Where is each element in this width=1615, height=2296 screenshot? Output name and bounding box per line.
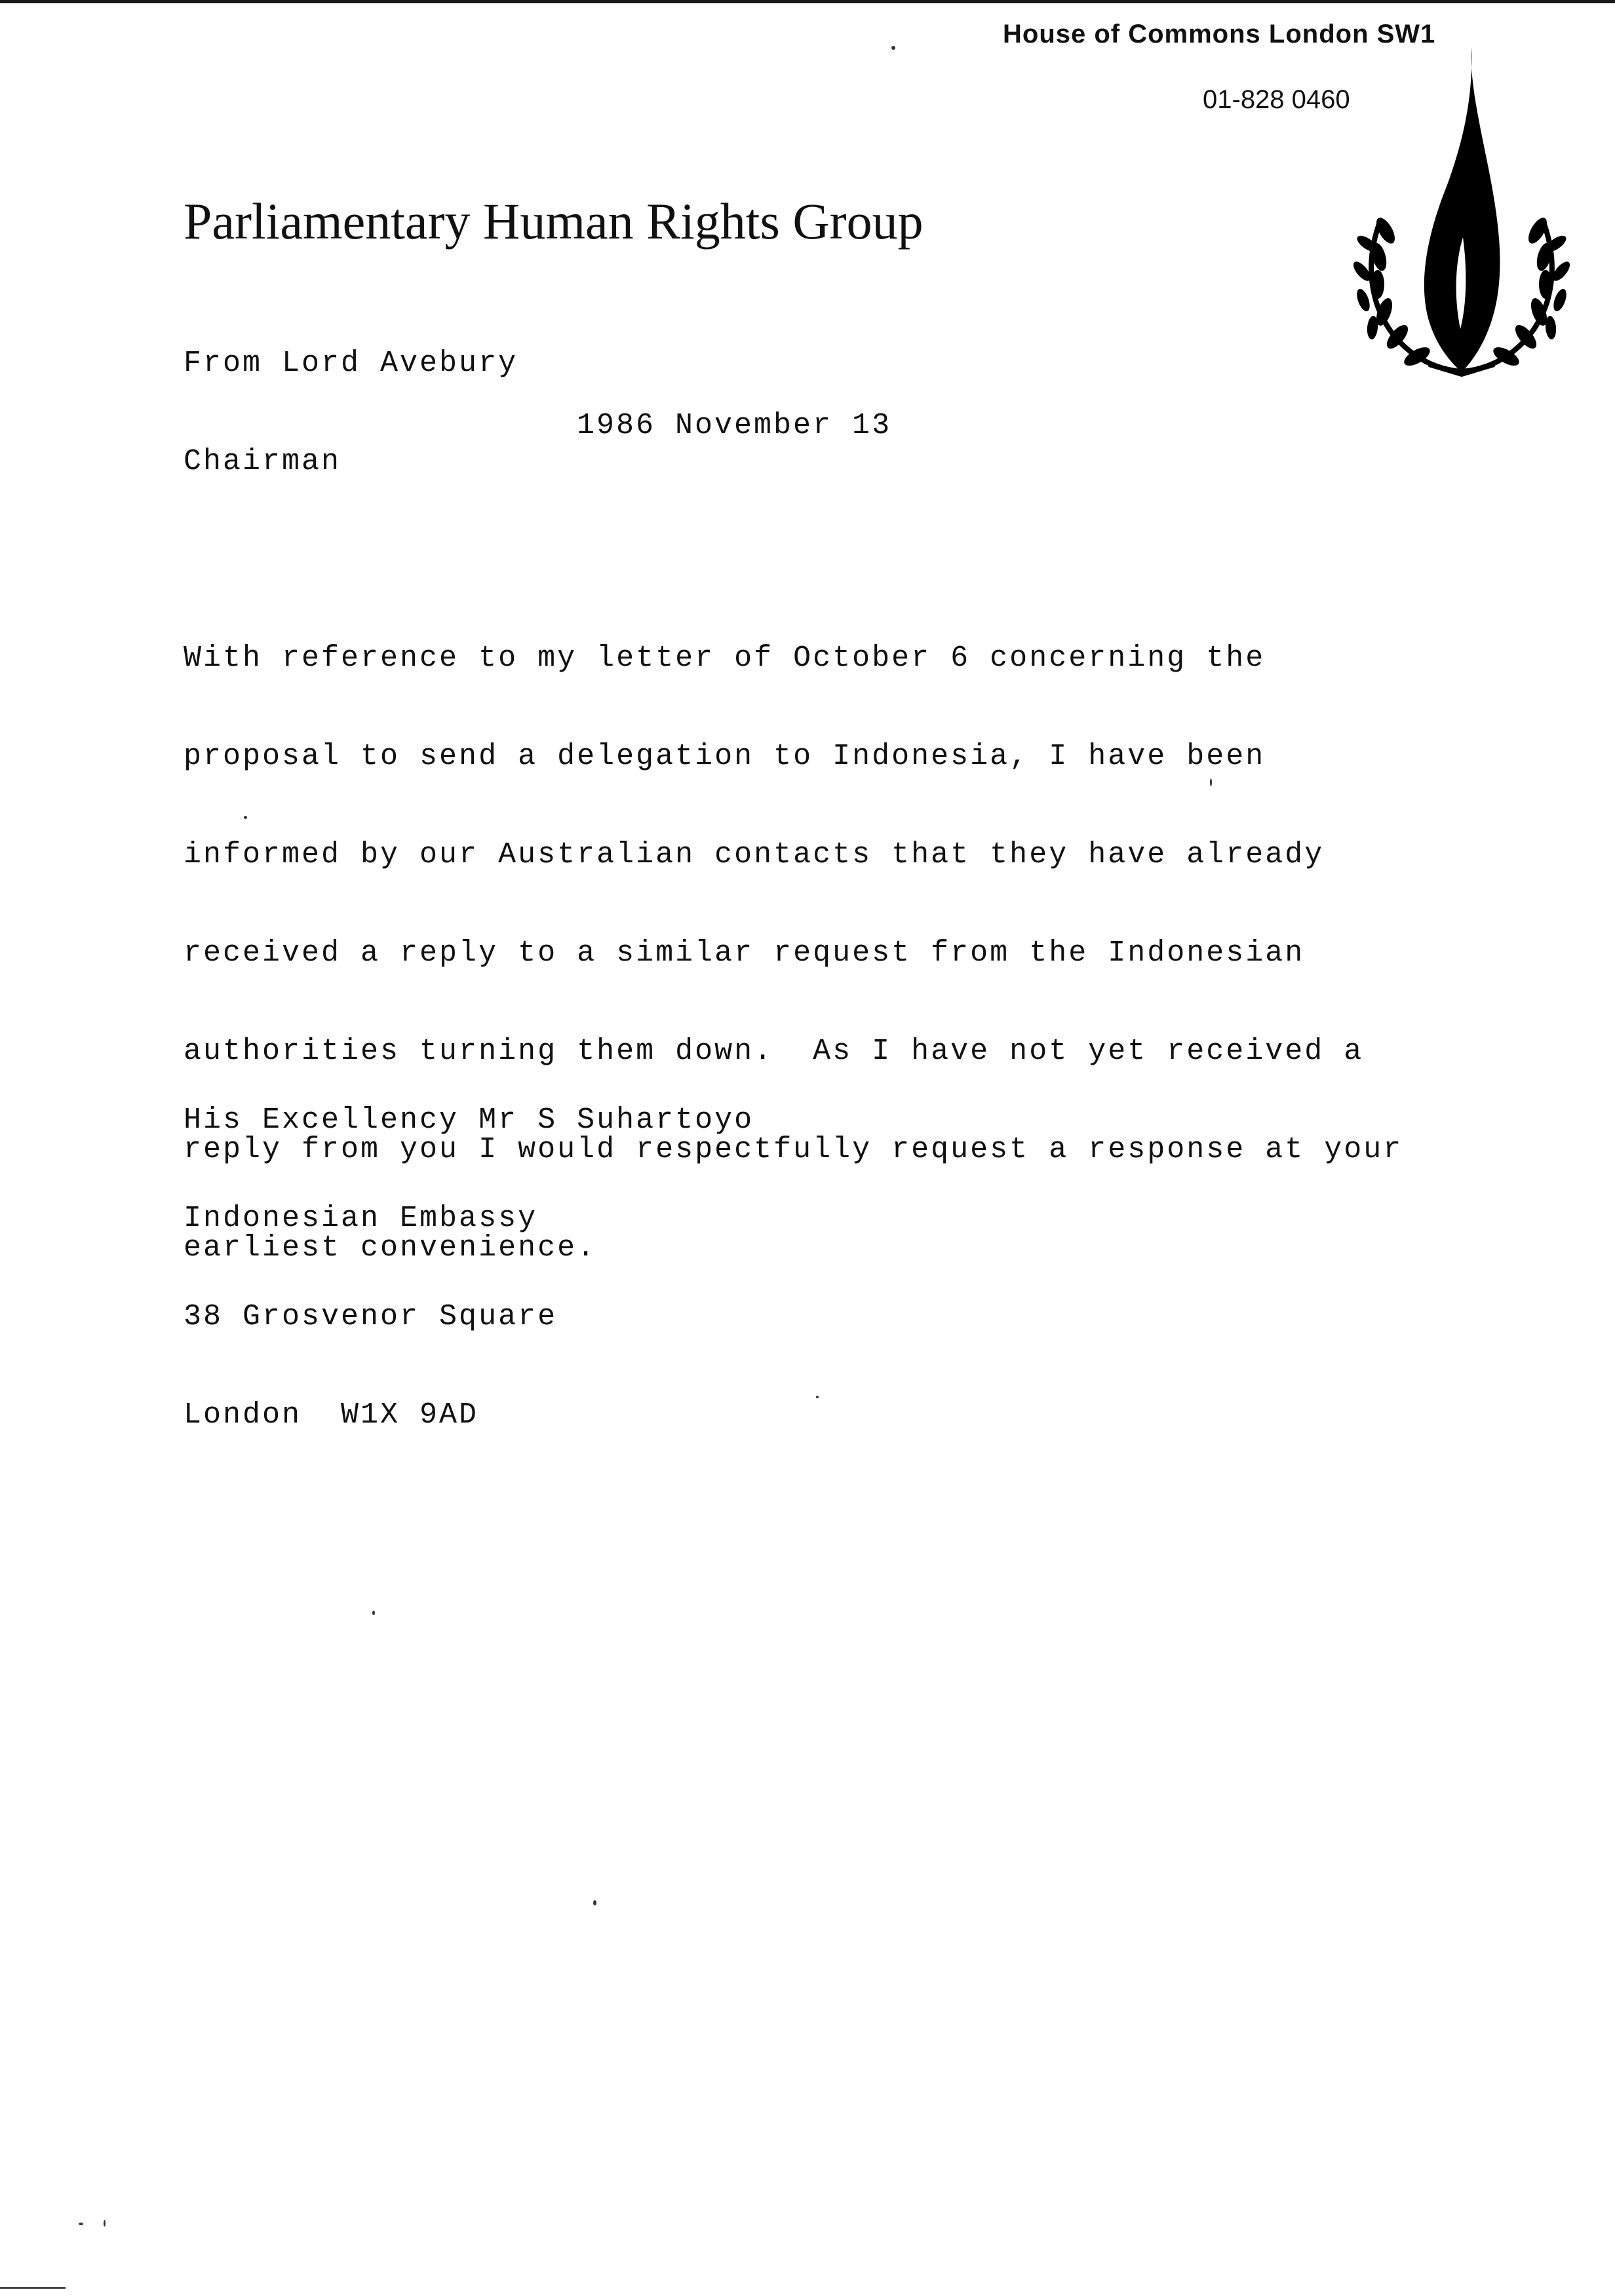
- body-line: earliest convenience.: [184, 1231, 597, 1265]
- organization-title: Parliamentary Human Rights Group: [184, 193, 924, 250]
- body-line: received a reply to a similar request from the Indonesian: [184, 936, 1305, 970]
- bottom-edge-mark: [0, 2287, 66, 2289]
- recipient-address: [184, 1039, 754, 1464]
- body-line: authorities turning them down. As I have not yet received a: [184, 1035, 1364, 1068]
- scan-speck: [593, 1900, 596, 1905]
- scan-speck: [1210, 778, 1212, 786]
- flame-shape: [1424, 47, 1500, 372]
- letterhead-address: [1003, 20, 1436, 58]
- recipient-line: London W1X 9AD: [184, 1398, 479, 1432]
- scan-speck: [372, 1611, 375, 1615]
- recipient-line: 38 Grosvenor Square: [184, 1300, 558, 1333]
- body-line: informed by our Australian contacts that they have already: [184, 838, 1325, 871]
- scan-speck: [104, 2220, 106, 2227]
- scan-speck: [79, 2223, 83, 2225]
- letterhead-phone: 01-828 0460: [1203, 85, 1350, 114]
- body-line: proposal to send a delegation to Indonesia, I have been: [184, 740, 1266, 773]
- sender-title: Chairman: [184, 445, 341, 478]
- scan-speck: [816, 1396, 819, 1398]
- sender-block: [184, 282, 518, 511]
- recipient-line: Indonesian Embassy: [184, 1202, 538, 1235]
- scan-speck: [244, 816, 247, 819]
- flame-laurel-icon: [1350, 41, 1573, 375]
- body-line: With reference to my letter of October 6 concerning the: [184, 641, 1266, 675]
- scan-speck: [891, 46, 895, 50]
- letterhead-address-text: House of Commons London SW1: [1003, 20, 1436, 48]
- sender-name: From Lord Avebury: [184, 347, 518, 380]
- letter-date: 1986 November 13: [577, 409, 892, 442]
- body-line: reply from you I would respectfully request a response at your: [184, 1133, 1403, 1166]
- top-rule: [0, 0, 1615, 3]
- recipient-line: His Excellency Mr S Suhartoyo: [184, 1103, 754, 1137]
